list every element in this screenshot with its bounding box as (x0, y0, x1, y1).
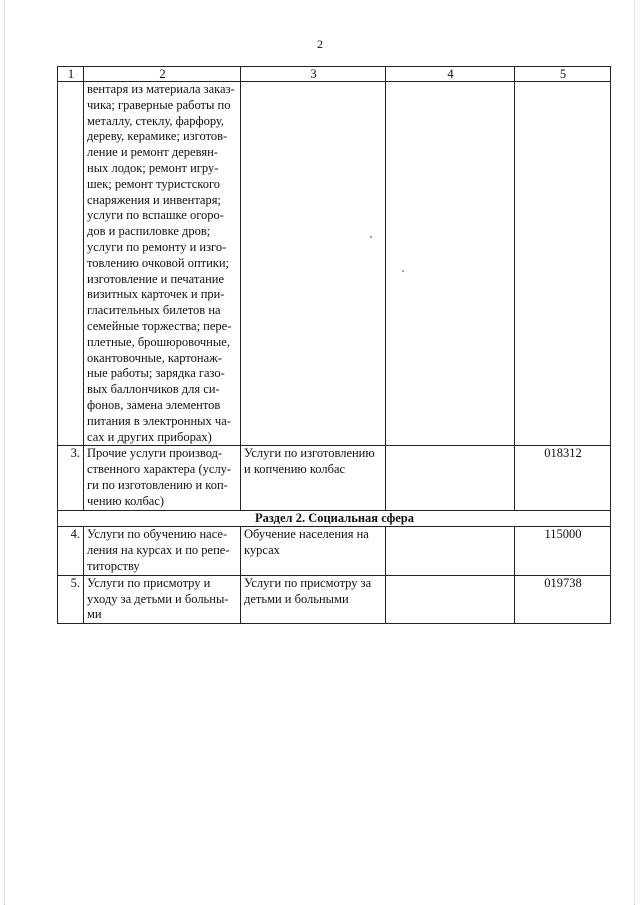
text-line: шек; ремонт туристского (87, 176, 221, 191)
text-line: ные работы; зарядка газо- (87, 366, 225, 381)
text-line: ственного характера (услу- (87, 462, 232, 477)
text-line: чению колбас) (87, 493, 165, 508)
text-line: чика; граверные работы по (87, 97, 231, 112)
text-line: металлу, стеклу, фарфору, (87, 113, 225, 128)
service-type-cell (241, 446, 386, 510)
text-line: Услуги по изготовлению (244, 446, 375, 461)
text-line: визитных карточек и при- (87, 287, 225, 302)
text-line: уходу за детьми и больны- (87, 591, 229, 606)
text-line: плетные, брошюровочные, (87, 334, 230, 349)
text-line: ления на курсах и по репе- (87, 543, 230, 558)
service-code-cell (515, 82, 611, 446)
page-number: 2 (317, 37, 323, 51)
row-number-cell (58, 82, 84, 446)
scan-edge-right (634, 0, 636, 905)
text-line: питания в электронных ча- (87, 413, 231, 428)
services-table (57, 66, 611, 624)
row-number-cell: 5. (58, 575, 84, 623)
row-number-cell: 4. (58, 527, 84, 575)
service-code-cell: 019738 (515, 575, 611, 623)
text-line: ми (87, 607, 102, 622)
text-line: ных лодок; ремонт игру- (87, 160, 219, 175)
text-line: сах и других приборах) (87, 429, 212, 444)
column-number-4: 4 (386, 67, 515, 82)
text-line: и копчению колбас (244, 462, 346, 477)
column-number-row (58, 67, 611, 82)
text-line: окантовочные, картонаж- (87, 350, 222, 365)
text-line: услуги по вспашке огоро- (87, 208, 224, 223)
service-description-cell (84, 82, 241, 446)
text-line: детьми и больными (244, 591, 349, 606)
text-line: Услуги по присмотру и (87, 575, 211, 590)
text-line: вых баллончиков для си- (87, 382, 220, 397)
service-description-cell (84, 527, 241, 575)
text-line: Услуги по присмотру за (244, 575, 372, 590)
empty-cell (386, 575, 515, 623)
table-row (58, 527, 611, 575)
column-number-5: 5 (515, 67, 611, 82)
column-number-2: 2 (84, 67, 241, 82)
text-line: дереву, керамике; изготов- (87, 129, 228, 144)
text-line: вентаря из материала заказ- (87, 82, 235, 96)
text-line: курсах (244, 543, 280, 558)
empty-cell (386, 527, 515, 575)
table-row (58, 446, 611, 510)
text-line: семейные торжества; пере- (87, 318, 232, 333)
service-type-cell (241, 575, 386, 623)
column-number-3: 3 (241, 67, 386, 82)
text-line: титорству (87, 558, 140, 573)
text-line: изготовление и печатание (87, 271, 224, 286)
section-heading: Раздел 2. Социальная сфера (58, 510, 611, 527)
table-row (58, 575, 611, 623)
service-description-cell (84, 575, 241, 623)
text-line: дов и распиловке дров; (87, 224, 211, 239)
text-line: Услуги по обучению насе- (87, 527, 228, 542)
text-line: Прочие услуги производ- (87, 446, 223, 461)
service-description-cell (84, 446, 241, 510)
scan-edge-left (4, 0, 6, 905)
service-code-cell: 115000 (515, 527, 611, 575)
table-row-continuation (58, 82, 611, 446)
text-line: снаряжения и инвентаря; (87, 192, 221, 207)
empty-cell (386, 82, 515, 446)
text-line: услуги по ремонту и изго- (87, 239, 227, 254)
service-type-cell (241, 527, 386, 575)
text-line: фонов, замена элементов (87, 397, 221, 412)
service-code-cell: 018312 (515, 446, 611, 510)
text-line: гласительных билетов на (87, 303, 221, 318)
row-number-cell: 3. (58, 446, 84, 510)
column-number-1: 1 (58, 67, 84, 82)
service-type-cell (241, 82, 386, 446)
text-line: товлению очковой оптики; (87, 255, 230, 270)
text-line: ги по изготовлению и коп- (87, 477, 228, 492)
text-line: ление и ремонт деревян- (87, 145, 218, 160)
section-heading-row (58, 510, 611, 527)
empty-cell (386, 446, 515, 510)
text-line: Обучение населения на (244, 527, 369, 542)
